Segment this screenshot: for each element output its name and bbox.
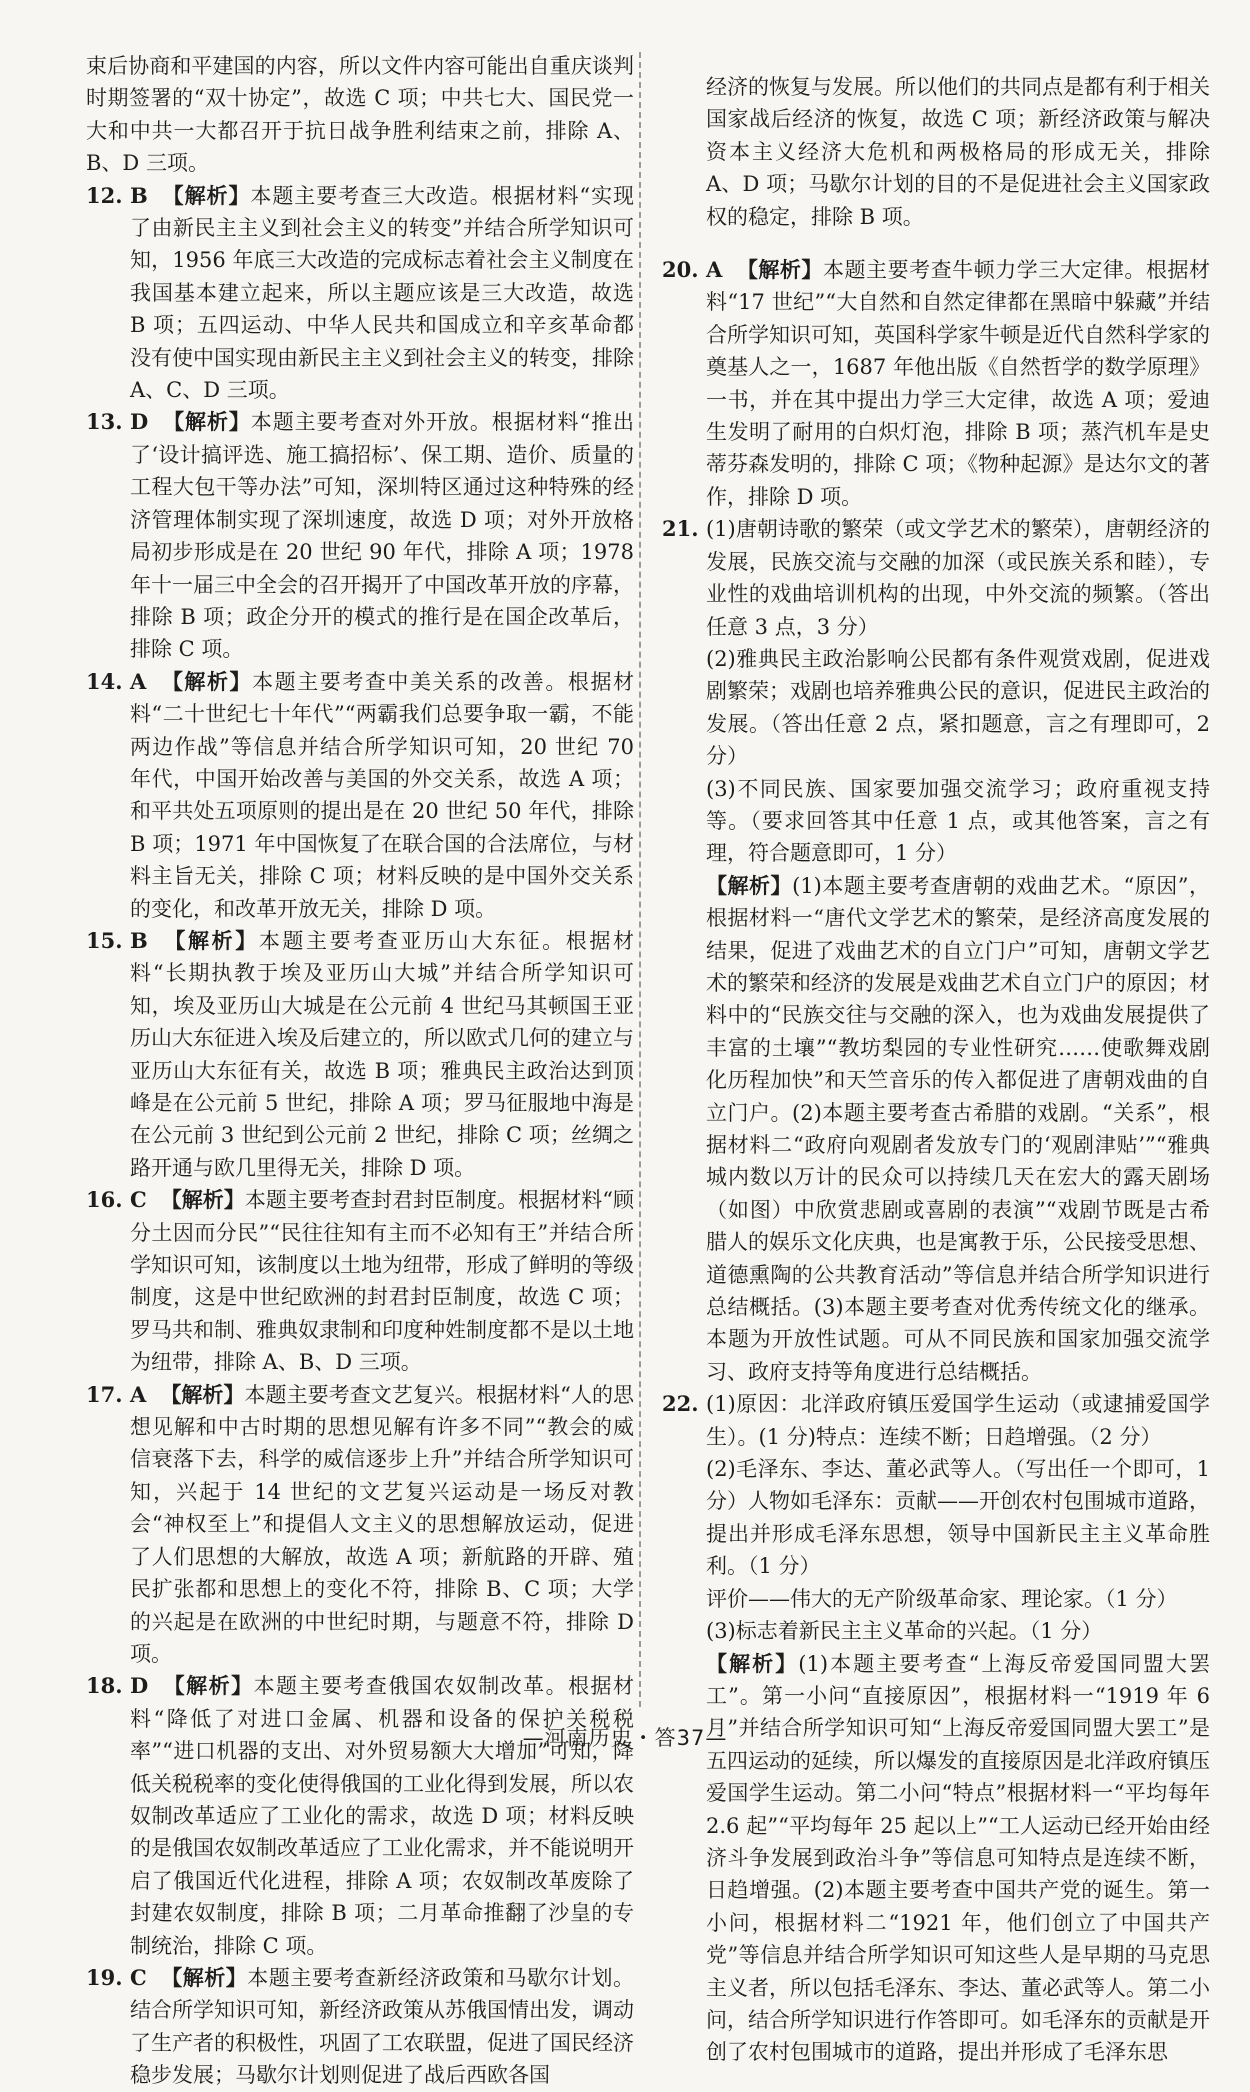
analysis-text: 本题主要考查亚历山大东征。根据材料“长期执教于埃及亚历山大城”并结合所学知识可知，埃及亚历山大城是在公元前 4 世纪马其顿国王亚历山大东征进入埃及后建立的，所以欧式几何的建立与亚历山大东征有关，故选 B 项；雅典民主政治达到顶峰是在公元前 5 世纪，排除 A 项；罗马征服地中海是在公元前 3 世纪到公元前 2 世纪，排除 C 项；丝绸之路开通与欧几里得无关，排除 D 项。 [130, 928, 634, 1180]
analysis-text: 本题主要考查牛顿力学三大定律。根据材料“17 世纪”“大自然和自然定律都在黑暗中躲藏”并结合所学知识可知，英国科学家牛顿是近代自然科学家的奠基人之一，1687 年他出版《自然哲学的数学原理》一书，并在其中提出力学三大定律，故选 A 项；爱迪生发明了耐用的白炽灯泡，排除 B 项；蒸汽机车是史蒂芬森发明的，排除 C 项；《物种起源》是达尔文的著作，排除 D 项。 [706, 258, 1211, 509]
analysis-text: 本题主要考查封君封臣制度。根据材料“顾分土因而分民”“民往往知有主而不必知有王”并结合所学知识可知，该制度以土地为纽带，形成了鲜明的等级制度，这是中世纪欧洲的封君封臣制度，故选 C 项；罗马共和制、雅典奴隶制和印度种姓制度都不是以土地为纽带，排除 A、B、D 三项。 [130, 1188, 635, 1375]
analysis-block [706, 1648, 1210, 2069]
question-number: 17. [86, 1381, 123, 1407]
answer-letter: A [130, 668, 147, 694]
left-column [86, 50, 634, 2092]
page-footer: —河南历史・答37— [522, 1726, 728, 1750]
answer-part-2: (2)雅典民主政治影响公民都有条件观赏戏剧，促进戏剧繁荣；戏剧也培养雅典公民的意识，促进民主政治的发展。（答出任意 2 点，紧扣题意，言之有理即可，2 分） [706, 646, 1210, 769]
analysis-tag: 【解析】 [706, 1650, 799, 1676]
question-number: 16. [86, 1187, 123, 1213]
analysis-text: 本题主要考查对外开放。根据材料“推出了‘设计搞评选、施工搞招标’、保工期、造价、质量的工程大包干等办法”可知，深圳特区通过这种特殊的经济管理体制实现了深圳速度，故选 D 项；对外开放格局初步形成是在 20 世纪 90 年代，排除 A 项；1978 年十一届三中全会的召开揭开了中国改革开放的序幕，排除 B 项；政企分开的模式的推行是在国企改革后，排除 C 项。 [130, 410, 635, 662]
answer-letter: A [130, 1381, 147, 1407]
answer-item-20 [662, 254, 1210, 513]
answer-letter: B [130, 182, 148, 208]
question-number: 18. [86, 1673, 123, 1699]
answer-letter: A [706, 257, 723, 283]
analysis-tag: 【解析】 [160, 1381, 245, 1407]
answer-item-19 [86, 1962, 634, 2092]
analysis-text: (1)本题主要考查唐朝的戏曲艺术。“原因”，根据材料一“唐代文学艺术的繁荣，是经济高度发展的结果，促进了戏曲艺术的自立门户”可知，唐朝文学艺术的繁荣和经济的发展是戏曲艺术自立门户的原因；材料中的“民族交往与交融的深入，也为戏曲发展提供了丰富的土壤”“教坊梨园的专业性研究……使歌舞戏剧化历程加快”和天竺音乐的传入都促进了唐朝戏曲的自立门户。(2)本题主要考查古希腊的戏剧。“关系”，根据材料二“政府向观剧者发放专门的‘观剧津贴’”“雅典城内数以万计的民众可以持续几天在宏大的露天剧场（如图）中欣赏悲剧或喜剧的表演”“戏剧节既是古希腊人的娱乐文化庆典，也是寓教于乐，公民接受思想、道德熏陶的公共教育活动”等信息并结合所学知识进行总结概括。(3)本题主要考查对优秀传统文化的继承。本题为开放性试题。可从不同民族和国家加强交流学习、政府支持等角度进行总结概括。 [706, 873, 1211, 1384]
answer-letter: D [130, 1673, 149, 1699]
question-number: 22. [662, 1391, 699, 1417]
right-column [662, 50, 1210, 2069]
column-divider [639, 52, 641, 1707]
continued-text: 束后协商和平建国的内容，所以文件内容可能出自重庆谈判时期签署的“双十协定”，故选 C 项；中共七大、国民党一大和中共一大都召开于抗日战争胜利结束之前，排除 A、B、D 三项。 [86, 54, 634, 176]
answer-letter: C [130, 1187, 147, 1213]
analysis-text: 本题主要考查俄国农奴制改革。根据材料“降低了对进口金属、机器和设备的保护关税税率”“进口机器的支出、对外贸易额大大增加”可知，降低关税税率的变化使得俄国的工业化得到发展，所以农奴制改革适应了工业化的需求，故选 D 项；材料反映的是俄国农奴制改革适应了工业化需求，并不能说明开启了俄国近代化进程，排除 A 项；农奴制改革废除了封建农奴制度，排除 B 项；二月革命推翻了沙皇的专制统治，排除 C 项。 [130, 1674, 635, 1958]
answer-item-16 [86, 1184, 634, 1378]
question-number: 21. [662, 516, 699, 542]
analysis-tag: 【解析】 [161, 182, 251, 208]
question-number: 13. [86, 409, 123, 435]
answer-part-1: (1)唐朝诗歌的繁荣（或文学艺术的繁荣），唐朝经济的发展，民族交流与交融的加深（或民族关系和睦），专业性的戏曲培训机构的出现，中外交流的频繁。（答出任意 3 点，3 分） [706, 517, 1210, 639]
answer-letter: C [130, 1964, 147, 1990]
analysis-text: 本题主要考查三大改造。根据材料“实现了由新民主主义到社会主义的转变”并结合所学知识可知，1956 年底三大改造的完成标志着社会主义制度在我国基本建立起来，所以主题应该是三大改造，故选 B 项；五四运动、中华人民共和国成立和辛亥革命都没有使中国实现由新民主主义到社会主义的转变，排除 A、C、D 三项。 [130, 183, 635, 403]
analysis-tag: 【解析】 [160, 668, 253, 694]
analysis-tag: 【解析】 [162, 1673, 254, 1699]
analysis-text: (1)本题主要考查“上海反帝爱国同盟大罢工”。第一小问“直接原因”，根据材料一“1919 年 6 月”并结合所学知识可知“上海反帝爱国同盟大罢工”是五四运动的延续，所以爆发的直接原因是北洋政府镇压爱国学生运动。第二小问“特点”根据材料一“平均每年 2.6 起”“平均每年 25 起以上”“工人运动已经开始由经济斗争发展到政治斗争”等信息可知特点是连续不断，日趋增强。(2)本题主要考查中国共产党的诞生。第一小问，根据材料二“1921 年，他们创立了中国共产党”等信息并结合所学知识可知这些人是早期的马克思主义者，所以包括毛泽东、李达、董必武等人。第二小问，结合所学知识进行作答即可。如毛泽东的贡献是开创了农村包围城市的道路，提出并形成了毛泽东思 [706, 1651, 1211, 2065]
answer-item-13 [86, 406, 634, 665]
analysis-tag: 【解析】 [162, 409, 251, 435]
answer-part-1: (1)原因：北洋政府镇压爱国学生运动（或逮捕爱国学生）。(1 分)特点：连续不断；日趋增强。（2 分） [706, 1392, 1210, 1449]
answer-part-2: (2)毛泽东、李达、董必武等人。（写出任一个即可，1 分）人物如毛泽东：贡献——开创农村包围城市道路，提出并形成毛泽东思想，领导中国新民主主义革命胜利。（1 分） [706, 1457, 1210, 1579]
question-number: 15. [86, 927, 123, 953]
question-number: 19. [86, 1964, 123, 1990]
answer-item-15 [86, 925, 634, 1184]
question-number: 14. [86, 668, 123, 694]
answer-part-3: (3)标志着新民主主义革命的兴起。（1 分） [706, 1619, 1103, 1644]
analysis-tag: 【解析】 [161, 927, 259, 953]
answer-part-3: (3)不同民族、国家要加强交流学习；政府重视支持等。（要求回答其中任意 1 点，或其他答案，言之有理，符合题意即可，1 分） [706, 776, 1210, 866]
answer-item-14 [86, 666, 634, 925]
answer-item-18 [86, 1670, 634, 1962]
analysis-text: 本题主要考查新经济政策和马歇尔计划。结合所学知识可知，新经济政策从苏俄国情出发，调动了生产者的积极性，巩固了工农联盟，促进了国民经济稳步发展；马歇尔计划则促进了战后西欧各国 [130, 1965, 635, 2088]
question-number: 20. [662, 257, 699, 283]
answer-item-12 [86, 180, 634, 407]
analysis-tag: 【解析】 [160, 1964, 248, 1990]
answer-letter: B [130, 927, 148, 953]
analysis-text: 本题主要考查中美关系的改善。根据材料“二十世纪七十年代”“两霸我们总要争取一霸，不能两边作战”等信息并结合所学知识可知，20 世纪 70 年代，中国开始改善与美国的外交关系，故选 A 项；和平共处五项原则的提出是在 20 世纪 50 年代，排除 B 项；1971 年中国恢复了在联合国的合法席位，与材料主旨无关，排除 C 项；材料反映的是中国外交关系的变化，和改革开放无关，排除 D 项。 [130, 669, 635, 921]
continued-text: 经济的恢复与发展。所以他们的共同点是都有利于相关国家战后经济的恢复，故选 C 项；新经济政策与解决资本主义经济大危机和两极格局的形成无关，排除 A、D 项；马歇尔计划的目的不是促进社会主义国家政权的稳定，排除 B 项。 [706, 75, 1210, 229]
analysis-text: 本题主要考查文艺复兴。根据材料“人的思想见解和中古时期的思想见解有许多不同”“教会的威信衰落下去，科学的威信逐步上升”并结合所学知识可知，兴起于 14 世纪的文艺复兴运动是一场反对教会“神权至上”和提倡人文主义的思想解放运动，促进了人们思想的大解放，故选 A 项；新航路的开辟、殖民扩张都和思想上的变化不符，排除 B、C 项；大学的兴起是在欧洲的中世纪时期，与题意不符，排除 D 项。 [130, 1382, 635, 1666]
analysis-block [706, 870, 1210, 1389]
analysis-tag: 【解析】 [706, 872, 793, 898]
analysis-tag: 【解析】 [736, 257, 823, 283]
answer-item-21 [662, 513, 1210, 1388]
answer-letter: D [130, 409, 149, 435]
answer-item-17 [86, 1379, 634, 1671]
analysis-tag: 【解析】 [160, 1187, 245, 1213]
question-number: 12. [86, 182, 123, 208]
evaluation-line: 评价——伟大的无产阶级革命家、理论家。（1 分） [706, 1586, 1178, 1611]
